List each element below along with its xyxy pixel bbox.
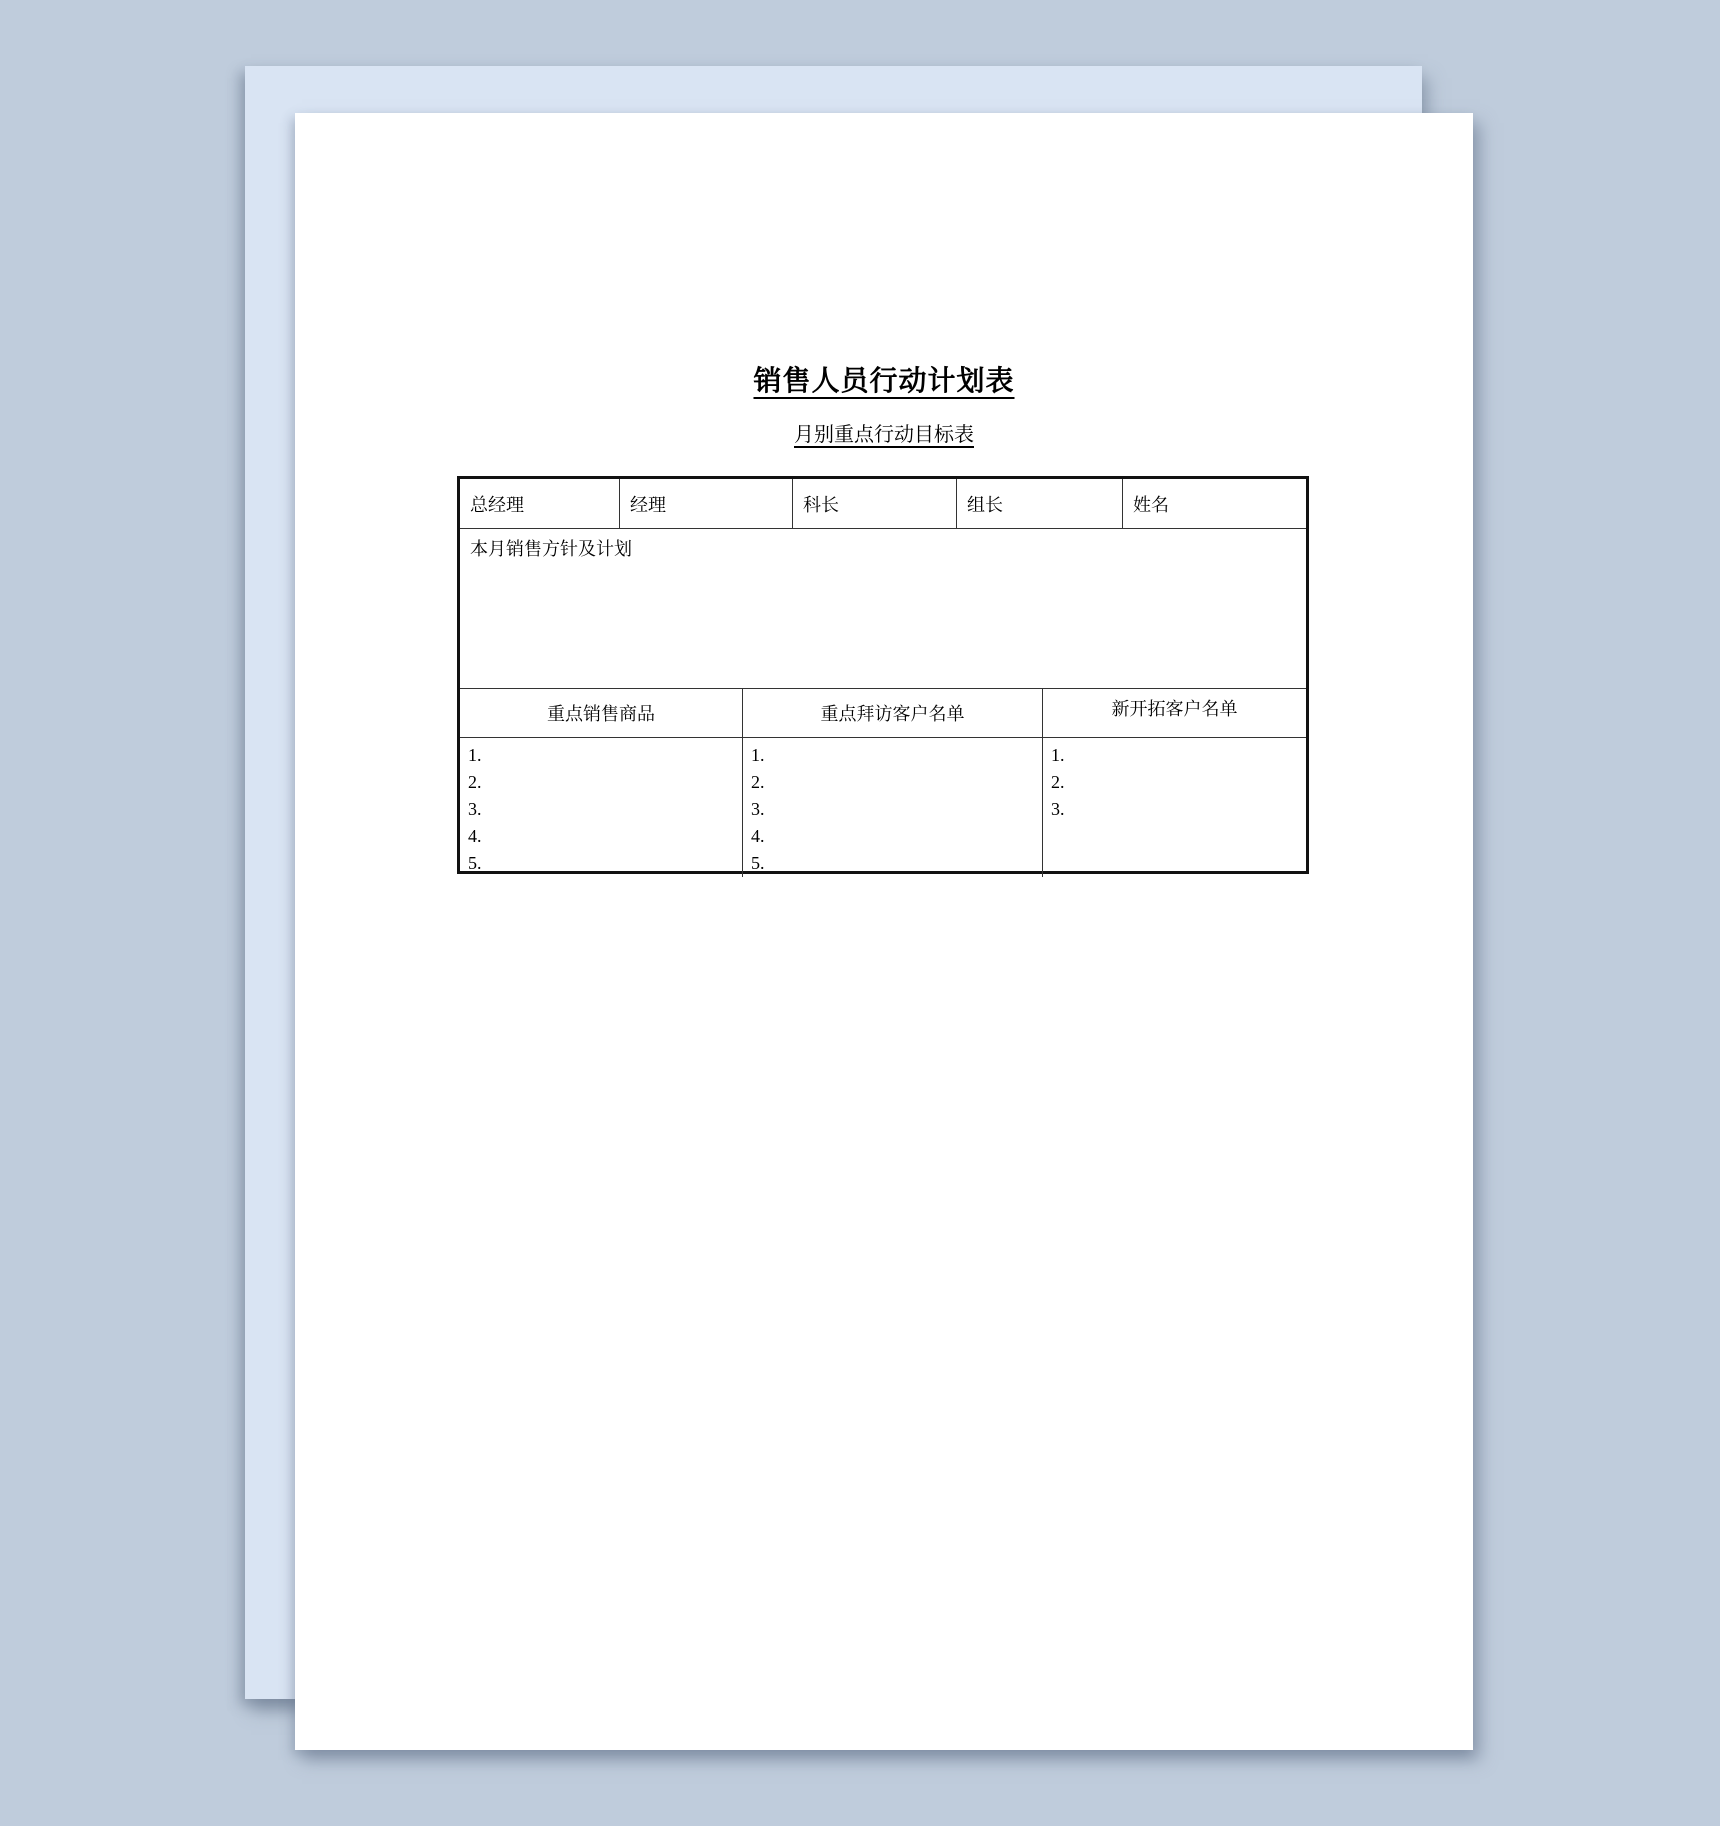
list-number: 4. xyxy=(468,826,482,846)
monthly-action-plan-table xyxy=(457,476,1309,874)
approval-cell-group-leader xyxy=(957,479,1123,528)
approval-cell-section-chief xyxy=(793,479,957,528)
document-subtitle-text: 月别重点行动目标表 xyxy=(794,424,974,446)
document-page xyxy=(295,113,1473,1750)
list-number: 3. xyxy=(751,799,765,819)
new-customers-list xyxy=(1043,738,1306,877)
monthly-policy-plan-label: 本月销售方针及计划 xyxy=(470,539,632,559)
list-number: 1. xyxy=(468,745,482,765)
approval-cell-label: 总经理 xyxy=(470,494,524,515)
section-header-label: 重点销售商品 xyxy=(547,704,655,724)
key-visit-customers-list xyxy=(743,738,1043,877)
list-number: 3. xyxy=(468,799,482,819)
list-number: 3. xyxy=(1051,799,1065,819)
list-number: 1. xyxy=(751,745,765,765)
list-number: 5. xyxy=(468,853,482,873)
approval-header-row xyxy=(460,479,1306,529)
document-title-text: 销售人员行动计划表 xyxy=(753,366,1015,397)
approval-cell-label: 科长 xyxy=(803,494,839,515)
list-number: 5. xyxy=(751,853,765,873)
list-number: 2. xyxy=(1051,772,1065,792)
approval-cell-manager xyxy=(620,479,793,528)
list-number: 1. xyxy=(1051,745,1065,765)
approval-cell-label: 组长 xyxy=(967,494,1003,515)
list-number: 4. xyxy=(751,826,765,846)
key-products-list xyxy=(460,738,743,877)
section-header-label: 新开拓客户名单 xyxy=(1111,699,1238,719)
section-header-new-customers xyxy=(1043,689,1306,737)
section-header-label: 重点拜访客户名单 xyxy=(820,704,965,724)
list-number: 2. xyxy=(751,772,765,792)
approval-cell-label: 经理 xyxy=(630,494,666,515)
document-subtitle xyxy=(295,423,1473,447)
numbered-list-row xyxy=(460,738,1306,877)
monthly-policy-plan-cell xyxy=(460,529,1306,689)
document-title xyxy=(295,365,1473,399)
section-header-key-visit-customers xyxy=(743,689,1043,737)
approval-cell-name xyxy=(1123,479,1306,528)
approval-cell-general-manager xyxy=(460,479,620,528)
list-number: 2. xyxy=(468,772,482,792)
approval-cell-label: 姓名 xyxy=(1133,494,1169,515)
section-header-row xyxy=(460,689,1306,738)
section-header-key-products xyxy=(460,689,743,737)
